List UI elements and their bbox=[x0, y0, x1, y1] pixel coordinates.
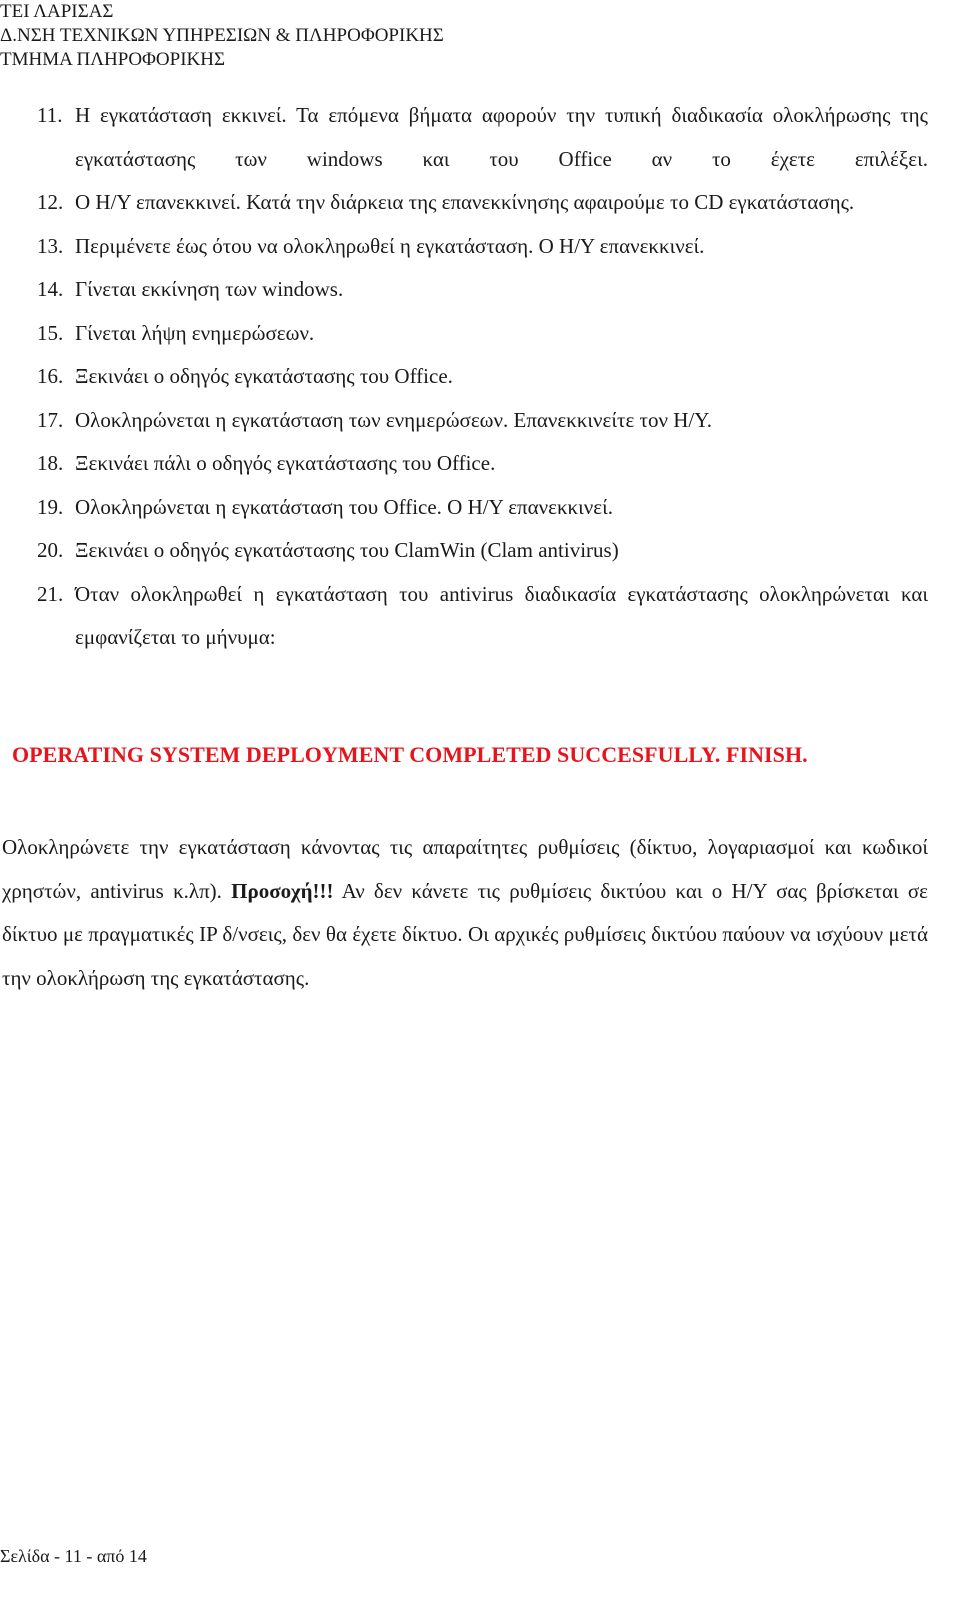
list-item bbox=[37, 181, 928, 225]
step-number: 19. bbox=[37, 494, 64, 519]
installation-steps-list bbox=[37, 94, 928, 660]
closing-note bbox=[2, 826, 928, 1000]
step-number: 16. bbox=[37, 364, 64, 388]
note-text-part2: Αν δεν κάνετε τις ρυθμίσεις δικτύου και ο Η/Υ σας βρίσκεται σε δίκτυο με πραγματικές IP δ/νσεις, δεν θα έχετε δίκτυο. Οι αρχικές ρυθμίσεις δικτύου παύουν να ισχύουν μετά την ολοκλήρωση της εγκατάστασης. bbox=[2, 878, 928, 990]
warning-label: Προσοχή!!! bbox=[231, 878, 334, 903]
step-text: Ολοκληρώνεται η εγκατάσταση των ενημερώσεων. Επανεκκινείτε τον Η/Υ. bbox=[75, 407, 713, 432]
step-number: 17. bbox=[37, 407, 64, 432]
step-text: Ολοκληρώνεται η εγκατάσταση του Office. Ο Η/Υ επανεκκινεί. bbox=[75, 494, 614, 519]
step-text: Ο Η/Υ επανεκκινεί. Κατά την διάρκεια της επανεκκίνησης αφαιρούμε το CD εγκατάστασης. bbox=[75, 190, 855, 214]
step-number: 21. bbox=[37, 581, 64, 606]
list-item bbox=[37, 268, 928, 312]
institution-name: ΤΕΙ ΛΑΡΙΣΑΣ bbox=[0, 1, 114, 22]
step-number: 12. bbox=[37, 190, 64, 214]
list-item bbox=[37, 573, 928, 660]
page-header bbox=[0, 0, 444, 72]
list-item bbox=[37, 399, 928, 443]
step-number: 15. bbox=[37, 320, 64, 345]
step-text: Ξεκινάει πάλι ο οδηγός εγκατάστασης του Office. bbox=[75, 451, 496, 475]
note-text-part1: Ολοκληρώνετε την εγκατάσταση κάνοντας τις απαραίτητες ρυθμίσεις (δίκτυο, λογαριασμοί και κωδικοί χρηστών, antivirus κ.λπ). bbox=[2, 835, 928, 903]
step-number: 11. bbox=[37, 103, 63, 127]
list-item bbox=[37, 529, 928, 573]
list-item bbox=[37, 486, 928, 530]
list-item bbox=[37, 312, 928, 356]
page-number: Σελίδα - 11 - από 14 bbox=[0, 1546, 147, 1566]
step-number: 20. bbox=[37, 538, 64, 562]
step-text: Περιμένετε έως ότου να ολοκληρωθεί η εγκατάσταση. Ο Η/Υ επανεκκινεί. bbox=[75, 233, 705, 258]
list-item bbox=[37, 225, 928, 269]
step-number: 18. bbox=[37, 451, 64, 475]
step-text: Ξεκινάει ο οδηγός εγκατάστασης του Office. bbox=[75, 364, 453, 388]
completion-message: OPERATING SYSTEM DEPLOYMENT COMPLETED SUCCESFULLY. FINISH. bbox=[12, 742, 808, 767]
step-text: Γίνεται λήψη ενημερώσεων. bbox=[75, 320, 315, 345]
step-text: Όταν ολοκληρωθεί η εγκατάσταση του antivirus διαδικασία εγκατάστασης ολοκληρώνεται και εμφανίζεται το μήνυμα: bbox=[75, 581, 928, 649]
step-text: Η εγκατάσταση εκκινεί. Τα επόμενα βήματα αφορούν την τυπική διαδικασία ολοκλήρωσης της εγκατάστασης των windows και του Office αν το έχετε επιλέξει. bbox=[75, 103, 928, 171]
list-item bbox=[37, 94, 928, 181]
list-item bbox=[37, 442, 928, 486]
department-name: ΤΜΗΜΑ ΠΛΗΡΟΦΟΡΙΚΗΣ bbox=[0, 49, 226, 70]
step-text: Ξεκινάει ο οδηγός εγκατάστασης του ClamWin (Clam antivirus) bbox=[75, 538, 619, 562]
step-number: 13. bbox=[37, 233, 64, 258]
list-item bbox=[37, 355, 928, 399]
step-number: 14. bbox=[37, 277, 64, 301]
step-text: Γίνεται εκκίνηση των windows. bbox=[75, 277, 344, 301]
directorate-name: Δ.ΝΣΗ ΤΕΧΝΙΚΩΝ ΥΠΗΡΕΣΙΩΝ & ΠΛΗΡΟΦΟΡΙΚΗΣ bbox=[0, 25, 444, 46]
